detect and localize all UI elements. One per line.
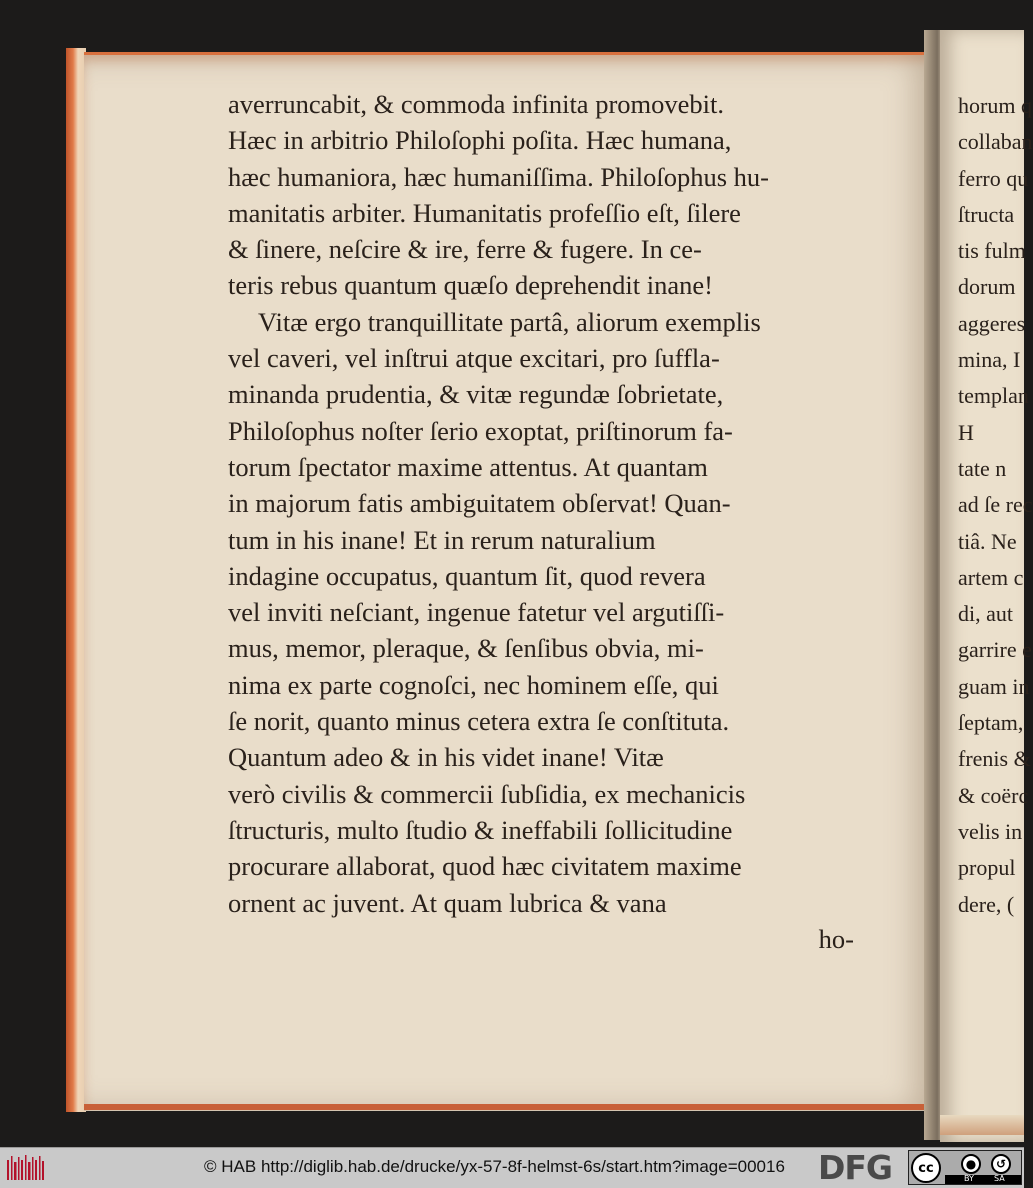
right-page-fragment: artem c <box>958 564 1024 590</box>
text-line: tum in his inane! Et in rerum naturalium <box>228 524 656 555</box>
catchword: ho- <box>818 923 854 954</box>
right-page-fragment: H <box>958 419 974 445</box>
right-page-fragment: tiâ. Ne <box>958 528 1017 554</box>
right-page-fragment: ſeptam, <box>958 710 1024 736</box>
text-line: vel caveri, vel inſtrui atque excitari, pro ſuffla- <box>228 343 720 374</box>
text-line: hæc humaniora, hæc humaniſſima. Philoſophus hu- <box>228 161 769 192</box>
right-page-text-fragments <box>958 88 1033 923</box>
text-line: torum ſpectator maxime attentus. At quantam <box>228 451 708 482</box>
text-line: procurare allaborat, quod hæc civitatem maxime <box>228 851 742 882</box>
text-line: ſe norit, quanto minus cetera extra ſe conſtituta. <box>228 706 730 737</box>
right-page-fragment: garrire e <box>958 637 1032 663</box>
right-page-fragment: velis in <box>958 818 1023 844</box>
text-line: Quantum adeo & in his videt inane! Vitæ <box>228 742 664 773</box>
text-line: teris rebus quantum quæſo deprehendit inane! <box>228 270 713 301</box>
right-page-fragment: ſtructa <box>958 201 1015 227</box>
sa-label: SA <box>994 1174 1005 1183</box>
text-line: indagine occupatus, quantum ſit, quod revera <box>228 560 706 591</box>
right-page-fragment: di, aut <box>958 601 1013 627</box>
text-line: ornent ac juvent. At quam lubrica & vana <box>228 887 667 918</box>
cc-icon: cc <box>911 1153 941 1183</box>
right-page-fragment: horum q <box>958 93 1032 118</box>
right-page-fragment: collaban <box>958 129 1033 155</box>
right-page-fragment: tis fulm <box>958 238 1026 264</box>
right-page-fragment: dorum <box>958 274 1016 300</box>
text-line: Vitæ ergo tranquillitate partâ, aliorum exemplis <box>258 306 761 337</box>
right-page-fragment: & coërc <box>958 782 1029 808</box>
cc-badge-strip <box>945 1175 1021 1184</box>
cc-license-badge[interactable] <box>908 1150 1022 1185</box>
right-page-fragment: mina, I <box>958 347 1021 373</box>
text-line: Hæc in arbitrio Philoſophi poſita. Hæc humana, <box>228 125 732 156</box>
right-page-fragment: frenis & <box>958 746 1031 772</box>
text-line: Philoſophus noſter ſerio exoptat, priſtinorum fa- <box>228 415 733 446</box>
text-line: nima ex parte cognoſci, nec hominem eſſe, qui <box>228 669 719 700</box>
copyright-prefix: © HAB <box>204 1157 261 1176</box>
right-page-fragment: aggeres <box>958 310 1026 336</box>
hab-barcode-logo-icon[interactable] <box>6 1154 46 1182</box>
text-line: verò civilis & commercii ſubſidia, ex mechanicis <box>228 778 746 809</box>
text-line: ſtructuris, multo ſtudio & ineffabili ſollicitudine <box>228 814 733 845</box>
right-page-fragment: tate n <box>958 455 1007 481</box>
right-page-fragment: dere, ( <box>958 891 1015 917</box>
right-page-fragment: guam in <box>958 673 1030 699</box>
text-line: vel inviti neſciant, ingenue fatetur vel argutiſſi- <box>228 597 725 628</box>
text-line: mus, memor, pleraque, & ſenſibus obvia, mi- <box>228 633 704 664</box>
text-line: in majorum fatis ambiguitatem obſervat! Quan- <box>228 488 731 519</box>
text-line: & ſinere, neſcire & ire, ferre & fugere. In ce- <box>228 234 702 265</box>
attribution-person-icon: ● <box>961 1154 981 1174</box>
text-line: averruncabit, & commoda infinita promovebit. <box>228 89 724 119</box>
right-page-fragment: propul <box>958 855 1016 881</box>
source-url-link[interactable]: http://diglib.hab.de/drucke/yx-57-8f-helmst-6s/start.htm?image=00016 <box>260 1157 785 1176</box>
text-line: minanda prudentia, & vitæ regundæ ſobrietate, <box>228 379 724 410</box>
right-page-fragment: ferro qu <box>958 165 1029 191</box>
right-page-fragment: ad ſe rec <box>958 492 1033 518</box>
by-label: BY <box>964 1174 974 1183</box>
text-line: manitatis arbiter. Humanitatis profeſſio eſt, ſilere <box>228 197 741 228</box>
left-page-edge <box>66 48 86 1112</box>
dfg-logo[interactable]: DFG <box>818 1148 893 1187</box>
right-page-fragment: templan <box>958 383 1029 409</box>
left-page-bottom-edge <box>84 1104 938 1110</box>
copyright-credit <box>204 1157 785 1177</box>
left-page-text <box>228 86 860 957</box>
viewer-footer <box>0 1147 1024 1188</box>
right-page-bottom-edge <box>940 1115 1024 1135</box>
share-alike-icon: ↺ <box>991 1154 1011 1174</box>
